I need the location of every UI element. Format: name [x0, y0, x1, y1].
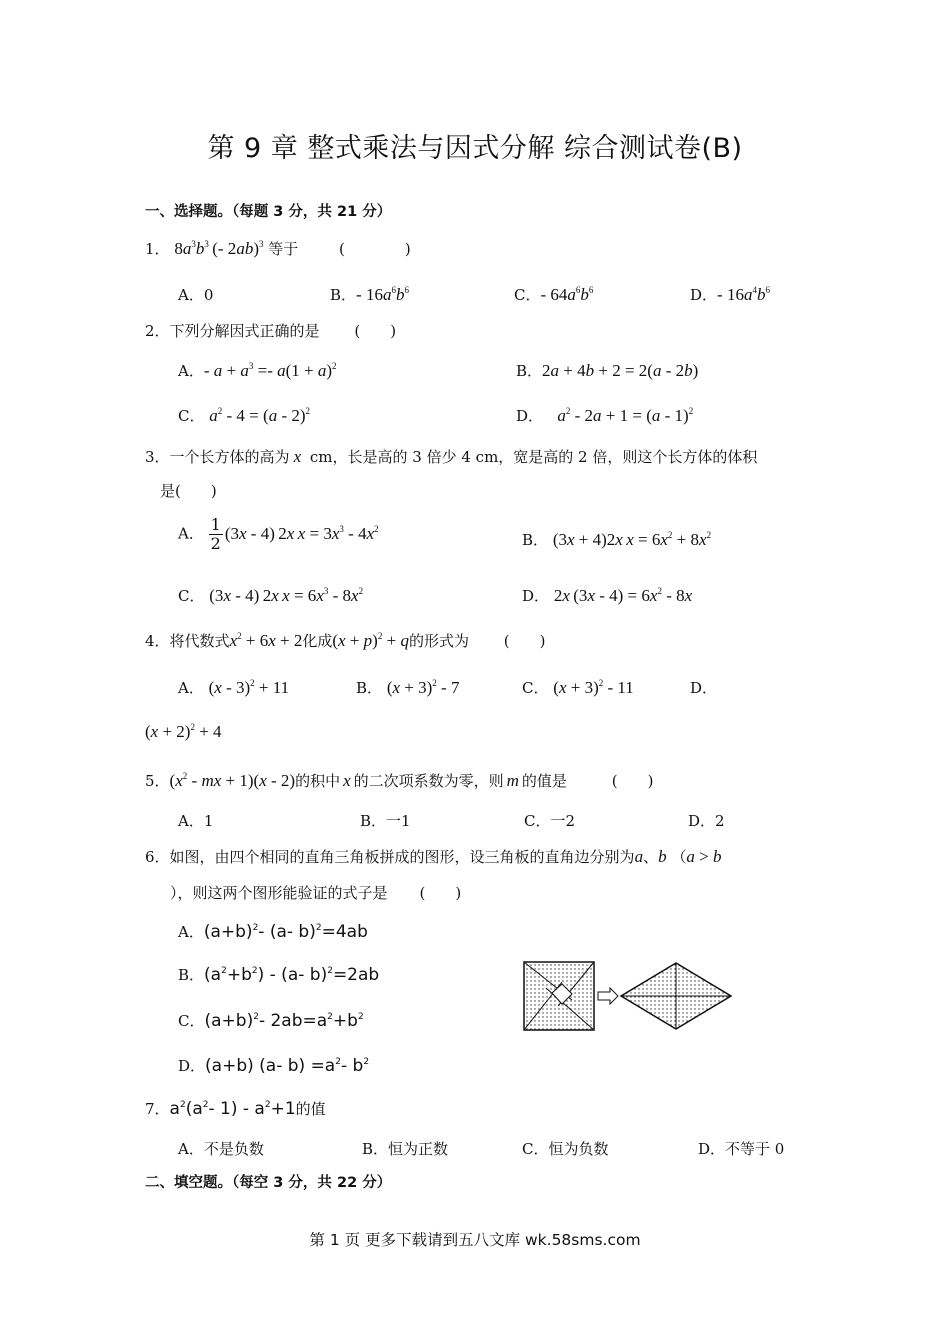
q7-option-b: B．恒为正数 — [362, 1140, 449, 1158]
q4-option-c: C． $(x + 3)^2 - 11$ — [522, 678, 634, 697]
q6-option-b: B．$(a^2+b^2) - (a-$ b)$^2$=2ab — [178, 965, 380, 985]
q4-option-a: A． (x - 3)$^2$ + 11 — [178, 678, 290, 697]
q2-option-d: D． $a^2 - 2a + 1 = (a - 1)^2$ — [516, 406, 694, 425]
question-3-cont: 是( ) — [160, 482, 217, 500]
q5-option-b: B．一1 — [360, 812, 411, 830]
q7-option-c: C．恒为负数 — [522, 1140, 609, 1158]
q1-option-a: A．0 — [178, 286, 214, 304]
q4-option-d-label: D． — [690, 679, 718, 697]
question-5: 5．($x^2$ - mx + 1)(x - 2)的积中 x 的二次项系数为零，则 m 的值是 ( ) — [145, 771, 654, 790]
section-heading-fill: 二、填空题。（每空 3 分，共 22 分） — [145, 1175, 392, 1191]
q3-option-b: B． (3x + 4)2x $x = 6x^2 + 8x^2$ — [522, 530, 712, 549]
q3-option-a: A． $\frac{1}{2}$ (3x - 4) 2x $x = 3x^3 - 4x^2$ — [178, 515, 379, 553]
q6-option-d: D．(a+b) (a- $b) =a^2-$ $b^2$ — [178, 1056, 370, 1076]
q5-option-a: A．1 — [178, 812, 214, 830]
q6-figure — [522, 960, 734, 1032]
arrow-icon — [598, 988, 618, 1004]
question-1 — [145, 238, 411, 259]
rhombus-figure — [621, 963, 731, 1029]
q5-option-c: C．一2 — [524, 812, 576, 830]
question-6: 6．如图，由四个相同的直角三角板拼成的图形，设三角板的直角边分别为a、b （a > b — [145, 847, 722, 866]
q6-option-c: C．$(a+b)^2-$ $2ab=a^2+b^2$ — [178, 1011, 364, 1031]
q2-option-c: C． $a^2 - 4 = (a - 2)^2$ — [178, 406, 311, 425]
q5-option-d: D．2 — [688, 812, 725, 830]
question-7: 7．$a^2(a^2-$ $1) - a^2+1$的值 — [145, 1099, 326, 1119]
q6-option-a: A．$(a+b)^2-$ (a- b)$^2$=4ab — [178, 922, 368, 942]
question-1-expression: $8a^3b^3$ (- 2ab)$^3$ — [174, 239, 264, 258]
q1-option-c: C．- $64a^6b^6$ — [514, 285, 594, 304]
question-number: 1． — [145, 240, 170, 258]
question-2: 2．下列分解因式正确的是 ( ) — [145, 322, 397, 340]
q3-option-c: C． (3x - 4) 2x $x = 6x^3 - 8x^2$ — [178, 586, 364, 605]
q2-option-b: B．2a + 4b + 2 = 2(a - 2b) — [516, 361, 699, 380]
page-title: 第 9 章 整式乘法与因式分解 综合测试卷(B) — [207, 133, 743, 164]
question-4: 4．将代数式$x^2 + 6x + 2$化成$(x + p)^2 + q$的形式为 ( ) — [145, 631, 546, 650]
q7-option-d: D．不等于 0 — [698, 1140, 785, 1158]
page-footer: 第 1 页 更多下载请到五八文库 wk.58sms.com — [309, 1231, 641, 1249]
q1-option-b: B．- $16a^6b^6$ — [330, 285, 409, 304]
q7-option-a: A．不是负数 — [178, 1140, 264, 1158]
question-stem: 等于 — [263, 240, 299, 258]
fraction: $\frac{1}{2}$ — [210, 515, 221, 553]
section-heading-choice: 一、选择题。（每题 3 分，共 21 分） — [145, 204, 392, 220]
q4-option-d: $(x + 2)^2 + 4$ — [145, 722, 222, 741]
pinwheel-square-figure — [524, 962, 594, 1030]
question-3: 3．一个长方体的高为 x cm，长是高的 3 倍少 4 cm，宽是高的 2 倍，则这个长方体的体积 — [145, 447, 758, 466]
q4-option-b: B． $(x + 3)^2 - 7$ — [356, 678, 460, 697]
q2-option-a: A．- $a + a^3 =- a(1 + a)^2$ — [178, 361, 337, 380]
q1-option-d: D．- $16a^4b^6$ — [690, 285, 770, 304]
q3-option-d: D． 2x $(3x - 4) = 6x^2 - 8x$ — [522, 586, 693, 605]
answer-paren: ( ) — [339, 240, 411, 258]
question-6-cont: ），则这两个图形能验证的式子是 ( ) — [170, 884, 462, 902]
